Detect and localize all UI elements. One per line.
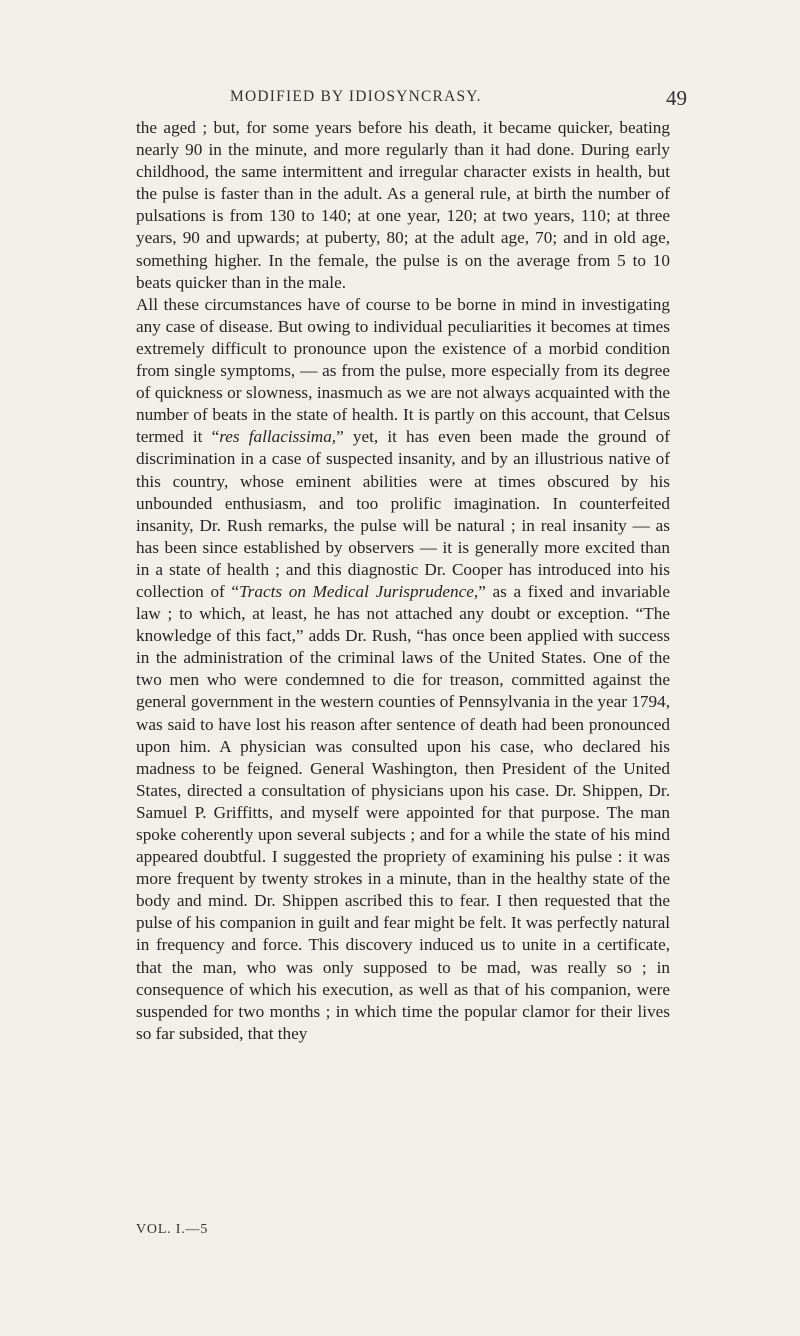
italic-phrase-res-fallacissima: res fallacissima,	[219, 427, 337, 447]
paragraph-2	[136, 294, 670, 1045]
volume-signature: VOL. I.—5	[136, 1222, 209, 1237]
paragraph-2-part-c: ” as a fixed and invariable law ; to which, at least, he has not attached any doubt or exception. “The knowledge of this fact,” adds Dr. Rush, “has once been applied with success in the administration of the criminal laws of the United States. One of the two men who were condemned to die for treason, committed against the general government in the western counties of Pennsylvania in the year 1794, was said to have lost his reason after sentence of death had been pronounced upon him. A physician was consulted upon his case, who declared his madness to be feigned. General Washington, then President of the United States, directed a consultation of physicians upon his case. Dr. Shippen, Dr. Samuel P. Griffitts, and myself were appointed for that purpose. The man spoke coherently upon several subjects ; and for a while the state of his mind appeared doubtful. I suggested the propriety of examining his pulse : it was more frequent by twenty strokes in a minute, than in the healthy state of the body and mind. Dr. Shippen ascribed this to fear. I then requested that the pulse of his companion in guilt and fear might be felt. It was perfectly natural in frequency and force. This discovery induced us to unite in a certificate, that the man, who was only supposed to be mad, was really so ; in consequence of which his execution, as well as that of his companion, were suspended for two months ; in which time the popular clamor for their lives so far subsided, that they	[136, 581, 670, 1043]
page-number: 49	[666, 86, 687, 110]
paragraph-2-part-a: All these circumstances have of course to be borne in mind in investigating any case of disease. But owing to individual peculiarities it becomes at times extremely difficult to pronounce upon the existence of a morbid condition from single symptoms, — as from the pulse, more especially from its degree of quickness or slowness, inasmuch as we are not always acquainted with the number of beats in the state of health. It is partly on this account, that Celsus termed it “	[136, 294, 670, 447]
paragraph-2-part-b: ” yet, it has even been made the ground of discrimination in a case of suspected insanity, and by an illustrious native of this country, whose eminent abilities were at times obscured by his unbounded enthusiasm, and too prolific imagination. In counterfeited insanity, Dr. Rush remarks, the pulse will be natural ; in real insanity — as has been since established by observers — it is generally more excited than in a state of health ; and this diagnostic Dr. Cooper has introduced into his collection of “	[136, 427, 670, 601]
italic-title-tracts: Tracts on Medical Jurisprudence,	[239, 581, 479, 601]
page-header	[0, 88, 800, 112]
body-text	[136, 117, 670, 1045]
running-title: MODIFIED BY IDIOSYNCRASY.	[230, 88, 482, 105]
paragraph-1: the aged ; but, for some years before his death, it became quicker, beating nearly 90 in the minute, and more regularly than it had done. During early childhood, the same intermittent and irregular character exists in health, but the pulse is faster than in the adult. As a general rule, at birth the number of pulsations is from 130 to 140; at one year, 120; at two years, 110; at three years, 90 and upwards; at puberty, 80; at the adult age, 70; and in old age, something higher. In the female, the pulse is on the average from 5 to 10 beats quicker than in the male.	[136, 118, 670, 292]
